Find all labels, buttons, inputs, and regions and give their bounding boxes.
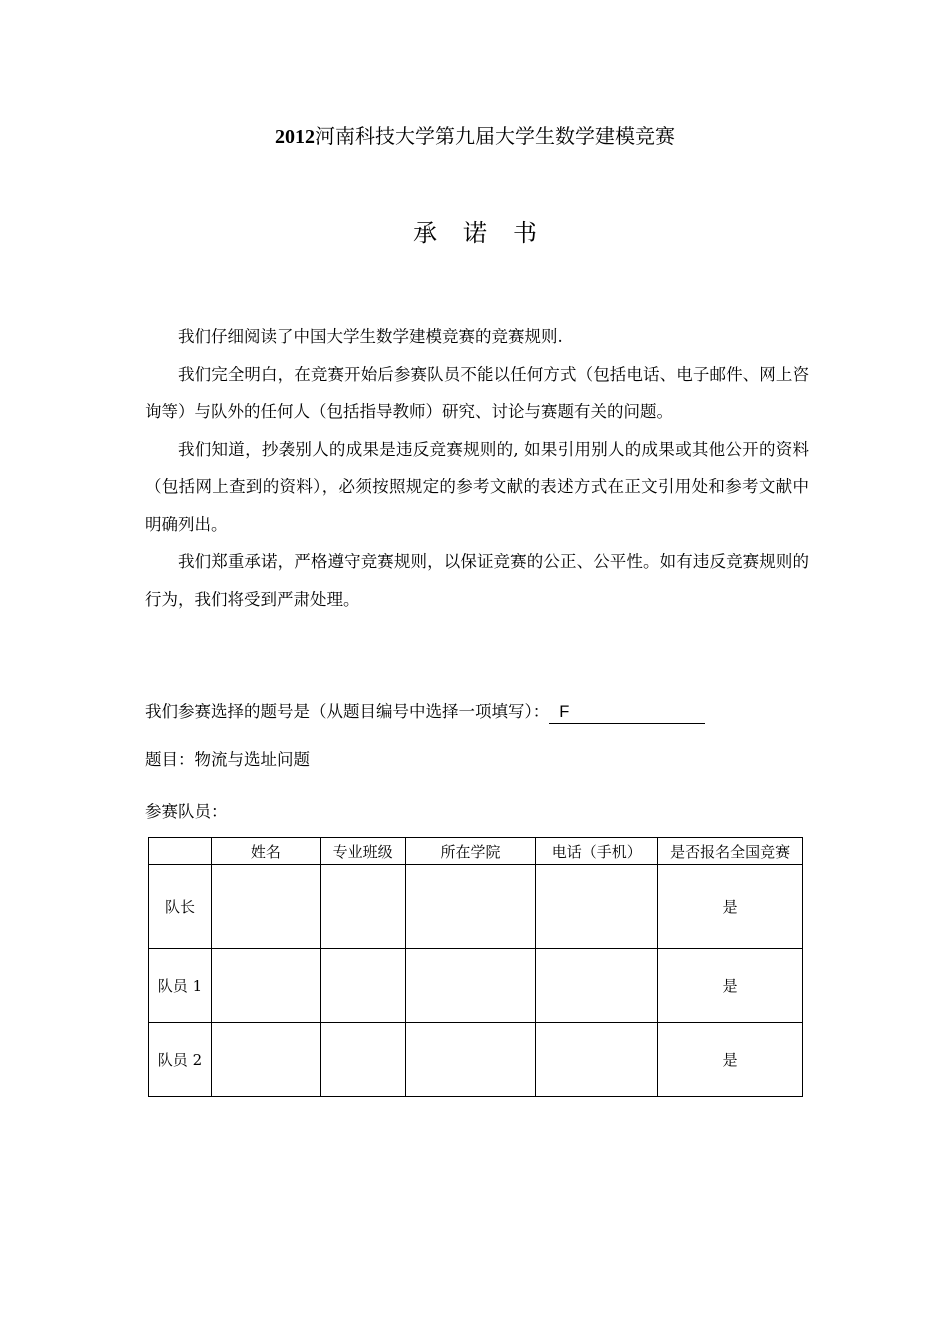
title-year: 2012 xyxy=(275,126,315,148)
header-cell-phone: 电话（手机） xyxy=(536,838,658,865)
phone-cell xyxy=(536,949,658,1023)
phone-cell xyxy=(536,1023,658,1097)
national-cell: 是 xyxy=(658,949,803,1023)
table-row xyxy=(149,949,803,1023)
paragraph-3: 我们知道，抄袭别人的成果是违反竞赛规则的, 如果引用别人的成果或其他公开的资料（包括网上查到的资料），必须按照规定的参考文献的表述方式在正文引用处和参考文献中明确列出。 xyxy=(145,439,809,534)
paragraph-1: 我们仔细阅读了中国大学生数学建模竞赛的竞赛规则. xyxy=(178,327,563,346)
phone-cell xyxy=(536,865,658,949)
table-row xyxy=(149,1023,803,1097)
name-cell xyxy=(211,865,320,949)
topic-label: 题目： xyxy=(145,750,195,769)
header-cell-major-class: 专业班级 xyxy=(320,838,405,865)
college-cell xyxy=(405,865,536,949)
college-cell xyxy=(405,949,536,1023)
problem-choice-label: 我们参赛选择的题号是（从题目编号中选择一项填写）： xyxy=(145,702,550,721)
problem-choice-line xyxy=(145,700,705,724)
name-cell xyxy=(211,1023,320,1097)
major-class-cell xyxy=(320,949,405,1023)
name-cell xyxy=(211,949,320,1023)
major-class-cell xyxy=(320,1023,405,1097)
role-cell: 队长 xyxy=(149,865,212,949)
title-text: 河南科技大学第九届大学生数学建模竞赛 xyxy=(315,124,675,148)
page-title xyxy=(0,122,950,151)
college-cell xyxy=(405,1023,536,1097)
problem-choice-value: F xyxy=(549,701,705,724)
national-cell: 是 xyxy=(658,865,803,949)
role-cell: 队员 1 xyxy=(149,949,212,1023)
header-cell-name: 姓名 xyxy=(211,838,320,865)
header-cell-college: 所在学院 xyxy=(405,838,536,865)
role-cell: 队员 2 xyxy=(149,1023,212,1097)
paragraph-2: 我们完全明白，在竞赛开始后参赛队员不能以任何方式（包括电话、电子邮件、网上咨询等）与队外的任何人（包括指导教师）研究、讨论与赛题有关的问题。 xyxy=(145,364,809,421)
header-cell-national: 是否报名全国竞赛 xyxy=(658,838,803,865)
document-title: 承诺书 xyxy=(413,219,563,247)
major-class-cell xyxy=(320,865,405,949)
header-cell-role xyxy=(149,838,212,865)
topic-value: 物流与选址问题 xyxy=(194,750,310,769)
table-row xyxy=(149,865,803,949)
national-cell: 是 xyxy=(658,1023,803,1097)
paragraph-4: 我们郑重承诺，严格遵守竞赛规则，以保证竞赛的公正、公平性。如有违反竞赛规则的行为，我们将受到严肃处理。 xyxy=(145,552,809,609)
team-table xyxy=(148,837,803,1097)
table-header-row xyxy=(149,838,803,865)
members-label: 参赛队员： xyxy=(145,802,228,821)
commitment-body xyxy=(145,318,809,618)
topic-line xyxy=(145,748,310,772)
